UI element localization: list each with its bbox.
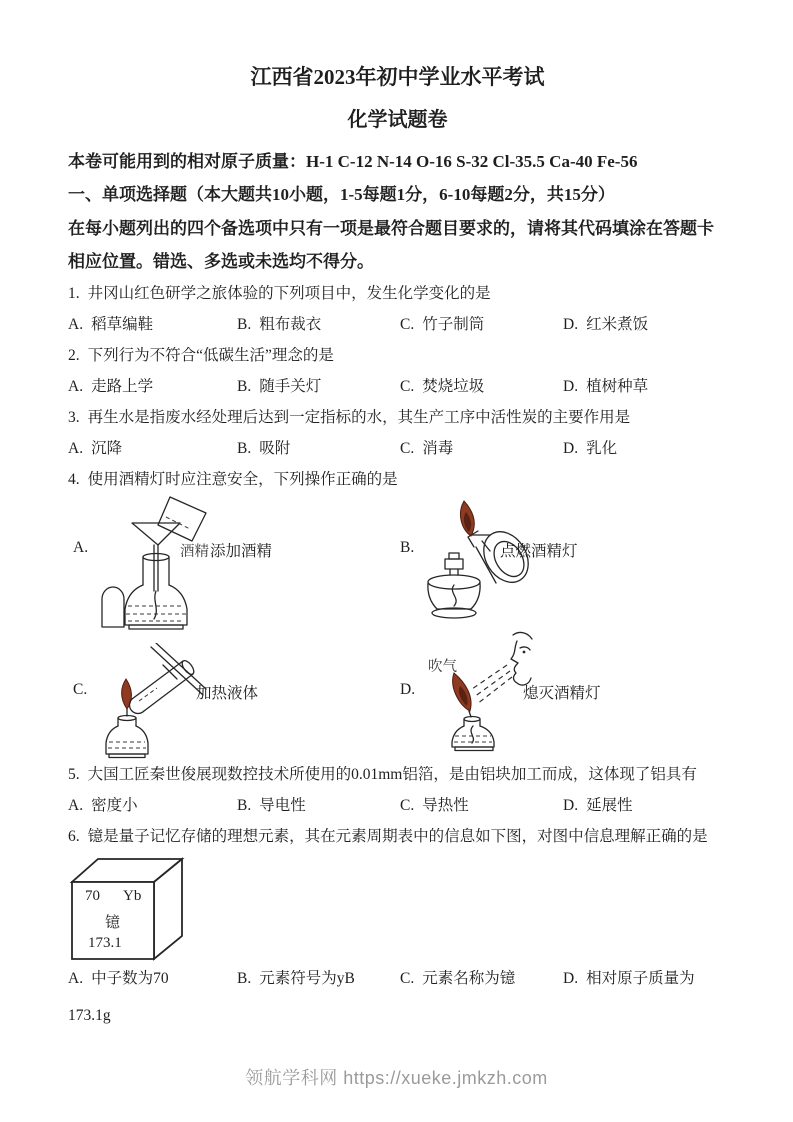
question-3-stem <box>68 402 727 433</box>
question-1-options <box>68 309 727 340</box>
option-label: A. <box>68 440 84 457</box>
option-label: A. <box>68 316 84 333</box>
option-a <box>68 790 237 821</box>
question-number: 5. <box>68 766 80 783</box>
figure-caption: 点燃酒精灯 <box>500 543 578 560</box>
option-d <box>563 371 648 402</box>
watermark-footer: 领航学科网 https://xueke.jmkzh.com <box>245 1068 548 1088</box>
question-2-stem <box>68 340 727 371</box>
option-d <box>563 433 617 464</box>
option-label: A. <box>68 970 84 987</box>
option-b <box>237 790 400 821</box>
option-text: 粗布裁衣 <box>259 316 322 333</box>
bottle-label: 酒精 <box>180 544 209 560</box>
option-a <box>68 371 237 402</box>
option-label: C. <box>400 970 415 987</box>
option-text: 随手关灯 <box>259 378 322 395</box>
option-b <box>237 371 400 402</box>
question-6-options <box>68 963 727 994</box>
option-c <box>400 371 563 402</box>
question-4-stem <box>68 464 727 495</box>
figure-option-b <box>398 495 727 641</box>
option-text: 竹子制筒 <box>422 316 485 333</box>
option-label: C. <box>400 316 415 333</box>
question-number: 6. <box>68 828 80 845</box>
element-cube-icon <box>68 855 188 961</box>
blowing-out-lamp-figure <box>416 629 540 763</box>
question-text: 使用酒精灯时应注意安全，下列操作正确的是 <box>87 471 398 488</box>
option-a <box>68 309 237 340</box>
option-label: A. <box>68 378 84 395</box>
element-cell-figure <box>68 855 727 963</box>
option-label: D. <box>563 797 579 814</box>
option-c <box>400 309 563 340</box>
option-text: 导热性 <box>422 797 469 814</box>
option-label: D. <box>563 440 579 457</box>
question-number: 3. <box>68 409 80 426</box>
option-text: 稻草编鞋 <box>91 316 154 333</box>
option-label: D. <box>563 970 579 987</box>
option-d <box>563 963 695 994</box>
question-text: 镱是量子记忆存储的理想元素，其在元素周期表中的信息如下图，对图中信息理解正确的是 <box>87 828 708 845</box>
heating-liquid-figure <box>93 643 211 761</box>
option-text: 元素符号为yB <box>259 970 355 987</box>
option-label: B. <box>237 316 252 333</box>
question-number: 1. <box>68 285 80 302</box>
option-label: B. <box>237 970 252 987</box>
figure-caption: 添加酒精 <box>210 543 273 560</box>
option-text: 走路上学 <box>91 378 154 395</box>
option-text: 密度小 <box>91 797 138 814</box>
option-label: C. <box>73 681 88 698</box>
option-d <box>563 790 633 821</box>
option-b <box>237 433 400 464</box>
atomic-mass-note: 本卷可能用到的相对原子质量：H-1 C-12 N-14 O-16 S-32 Cl-35.5 Ca-40 Fe-56 <box>68 152 638 171</box>
figure-option-a <box>68 495 398 641</box>
option-text: 中子数为70 <box>91 970 169 987</box>
option-label: B. <box>400 539 415 556</box>
blow-air-label: 吹气 <box>428 659 457 675</box>
option-label: B. <box>237 440 252 457</box>
option-label: D. <box>563 316 579 333</box>
atomic-number: 70 <box>85 888 100 904</box>
section-instructions: 在每小题列出的四个备选项中只有一项是最符合题目要求的，请将其代码填涂在答题卡相应位置。错选、多选或未选均不得分。 <box>68 219 714 271</box>
question-5-options <box>68 790 727 821</box>
option-label: B. <box>237 797 252 814</box>
option-a <box>68 433 237 464</box>
option-text: 元素名称为镱 <box>422 970 516 987</box>
question-text: 再生水是指废水经处理后达到一定指标的水，其生产工序中活性炭的主要作用是 <box>87 409 631 426</box>
option-d <box>563 309 648 340</box>
option-c <box>400 433 563 464</box>
question-3-options <box>68 433 727 464</box>
question-text: 井冈山红色研学之旅体验的下列项目中，发生化学变化的是 <box>87 285 491 302</box>
option-c <box>400 790 563 821</box>
option-a <box>68 963 237 994</box>
option-label: B. <box>237 378 252 395</box>
lighting-lamp-figure <box>420 495 538 639</box>
option-text: 乳化 <box>586 440 618 457</box>
figure-option-c <box>68 643 398 759</box>
pouring-alcohol-figure <box>96 495 214 639</box>
section-heading: 一、单项选择题（本大题共10小题，1-5每题1分，6-10每题2分，共15分） <box>68 185 615 204</box>
option-text: 相对原子质量为 <box>586 970 695 987</box>
option-text: 焚烧垃圾 <box>422 378 485 395</box>
option-b <box>237 963 400 994</box>
option-c <box>400 963 563 994</box>
option-label: C. <box>400 797 415 814</box>
option-label: C. <box>400 378 415 395</box>
figure-caption: 熄灭酒精灯 <box>523 685 601 702</box>
option-label: D. <box>563 378 579 395</box>
figure-option-d <box>398 643 727 759</box>
question-text: 大国工匠秦世俊展现数控技术所使用的0.01mm铝箔，是由铝块加工而成，这体现了铝具有 <box>87 766 697 783</box>
option-b <box>237 309 400 340</box>
question-6-stem <box>68 821 727 852</box>
option-text: 植树种草 <box>586 378 649 395</box>
figure-caption: 加热液体 <box>196 685 259 702</box>
relative-atomic-mass: 173.1 <box>88 935 122 951</box>
question-5-stem <box>68 759 727 790</box>
question-1-stem <box>68 278 727 309</box>
element-name: 镱 <box>105 915 121 931</box>
page-subtitle: 化学试题卷 <box>347 109 448 131</box>
option-label: A. <box>73 539 89 556</box>
option-label: C. <box>400 440 415 457</box>
question-number: 4. <box>68 471 80 488</box>
page-content <box>68 62 727 1031</box>
question-2-options <box>68 371 727 402</box>
page-title: 江西省2023年初中学业水平考试 <box>250 65 545 89</box>
question-4-figure-grid <box>68 495 727 759</box>
option-text: 延展性 <box>586 797 633 814</box>
option-label: D. <box>400 681 416 698</box>
question-text: 下列行为不符合“低碳生活”理念的是 <box>87 347 334 364</box>
option-text: 沉降 <box>91 440 123 457</box>
option-text: 导电性 <box>259 797 306 814</box>
element-symbol: Yb <box>123 888 142 904</box>
option-text: 吸附 <box>259 440 291 457</box>
option-text: 红米煮饭 <box>586 316 649 333</box>
option-d-continuation: 173.1g <box>68 1007 111 1024</box>
option-label: A. <box>68 797 84 814</box>
option-text: 消毒 <box>422 440 454 457</box>
question-number: 2. <box>68 347 80 364</box>
